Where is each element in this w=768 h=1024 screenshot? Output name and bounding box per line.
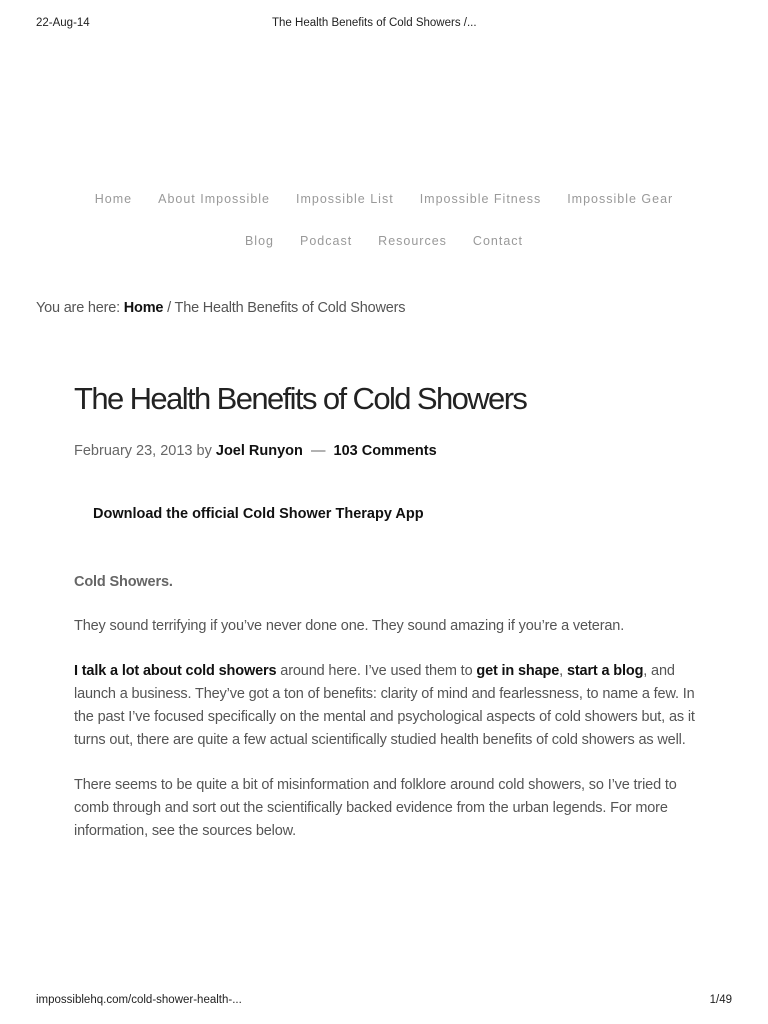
print-url: impossiblehq.com/cold-shower-health-... xyxy=(36,994,242,1006)
cold-showers-link[interactable]: I talk a lot about cold showers xyxy=(74,662,277,679)
by-label: by xyxy=(196,443,212,459)
paragraph: They sound terrifying if you’ve never done one. They sound amazing if you’re a veteran. xyxy=(74,618,625,635)
nav-about-impossible[interactable]: About Impossible xyxy=(158,192,270,206)
nav-impossible-fitness[interactable]: Impossible Fitness xyxy=(419,192,542,206)
nav-resources[interactable]: Resources xyxy=(378,234,447,248)
author-link[interactable]: Joel Runyon xyxy=(215,443,303,459)
paragraph xyxy=(74,660,702,753)
nav-impossible-gear[interactable]: Impossible Gear xyxy=(567,192,674,206)
breadcrumb-separator: / xyxy=(167,300,171,316)
nav-row-2 xyxy=(0,234,768,248)
nav-contact[interactable]: Contact xyxy=(472,234,524,248)
nav-podcast[interactable]: Podcast xyxy=(300,234,353,248)
nav-home[interactable]: Home xyxy=(94,192,133,206)
post-date: February 23, 2013 xyxy=(74,443,193,459)
article-body xyxy=(74,571,702,865)
breadcrumb-current: The Health Benefits of Cold Showers xyxy=(174,300,406,316)
breadcrumb-prefix: You are here: xyxy=(36,300,120,316)
page-number: 1/49 xyxy=(709,994,732,1006)
breadcrumb xyxy=(36,300,405,316)
nav-row-1 xyxy=(0,192,768,206)
lead-paragraph: Cold Showers. xyxy=(74,574,173,590)
text: , xyxy=(559,662,567,679)
page-title: The Health Benefits of Cold Showers xyxy=(74,381,527,416)
text: , and launch a business. They’ve got a ton of benefits: clarity of mind and fearlessness, to name a few. In the past I’ve focused specifically on the mental and psychological aspects of cold showers but, as it turns out, there are quite a few actual scientifically studied health benefits of cold showers as well. xyxy=(74,662,695,749)
start-a-blog-link[interactable]: start a blog xyxy=(566,662,644,679)
app-download-link[interactable]: Download the official Cold Shower Therapy App xyxy=(93,506,424,522)
nav-blog[interactable]: Blog xyxy=(244,234,274,248)
meta-dash: — xyxy=(310,443,326,459)
post-meta xyxy=(74,443,437,459)
print-title: The Health Benefits of Cold Showers /... xyxy=(272,17,477,29)
breadcrumb-home-link[interactable]: Home xyxy=(123,300,164,316)
nav-impossible-list[interactable]: Impossible List xyxy=(296,192,394,206)
text: around here. I’ve used them to xyxy=(276,662,477,679)
print-date: 22-Aug-14 xyxy=(36,17,90,29)
paragraph: There seems to be quite a bit of misinformation and folklore around cold showers, so I’ve tried to comb through and sort out the scientifically backed evidence from the urban legends. For more information, see the sources below. xyxy=(74,776,677,840)
get-in-shape-link[interactable]: get in shape xyxy=(476,662,560,679)
comments-link[interactable]: 103 Comments xyxy=(333,443,437,459)
